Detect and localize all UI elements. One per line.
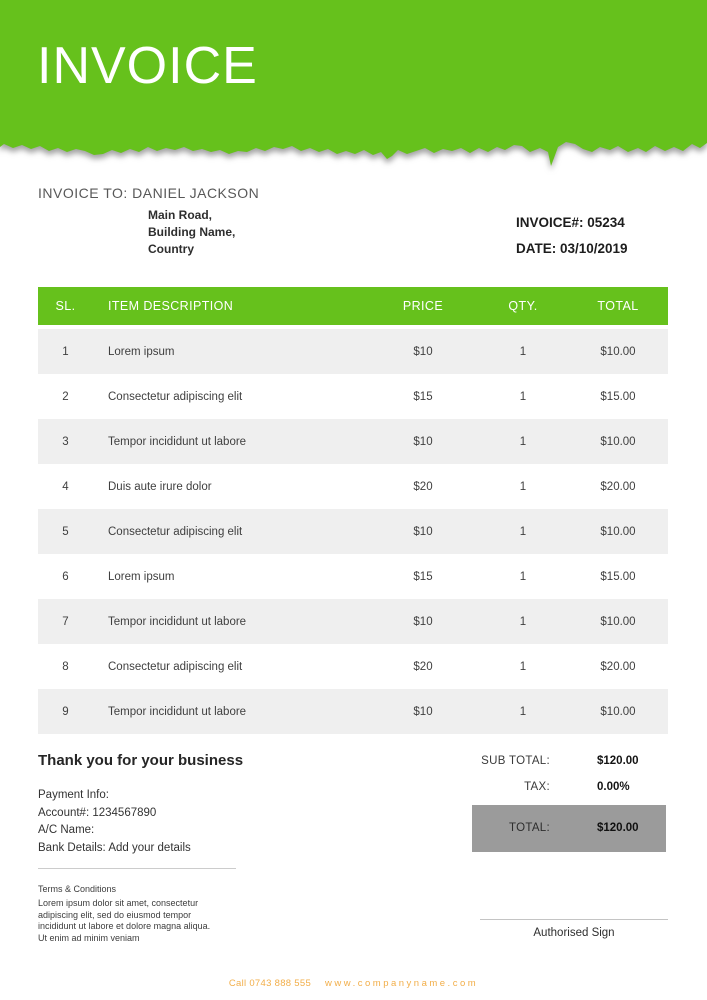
cell-price: $20: [413, 660, 433, 673]
table-row: [38, 599, 668, 644]
cell-desc: Lorem ipsum: [108, 570, 175, 583]
cell-desc: Tempor incididunt ut labore: [108, 435, 247, 448]
cell-total: $15.00: [600, 570, 636, 583]
cell-qty: 1: [519, 615, 527, 628]
col-header-price: PRICE: [402, 299, 444, 313]
cell-sl: 3: [62, 435, 69, 448]
cell-total: $10.00: [600, 705, 636, 718]
invoice-date: DATE: 03/10/2019: [516, 241, 628, 256]
table-row: [38, 689, 668, 734]
thank-you-text: Thank you for your business: [38, 752, 244, 769]
cell-sl: 6: [62, 570, 69, 583]
cell-sl: 7: [62, 615, 69, 628]
cell-price: $15: [413, 570, 433, 583]
col-header-total: TOTAL: [597, 299, 639, 313]
cell-qty: 1: [519, 390, 527, 403]
cell-price: $10: [413, 705, 433, 718]
cell-price: $10: [413, 435, 433, 448]
payment-ac-name: A/C Name:: [38, 824, 95, 836]
col-header-desc: ITEM DESCRIPTION: [108, 299, 234, 313]
signature-line: [480, 919, 668, 920]
cell-total: $20.00: [600, 660, 636, 673]
cell-total: $10.00: [600, 345, 636, 358]
address-line-1: Main Road,: [148, 208, 213, 222]
cell-qty: 1: [519, 660, 527, 673]
cell-total: $10.00: [600, 615, 636, 628]
invoice-to-line: INVOICE TO: DANIEL JACKSON: [38, 185, 260, 201]
cell-qty: 1: [519, 525, 527, 538]
terms-title: Terms & Conditions: [38, 884, 117, 894]
col-header-sl: SL.: [55, 299, 76, 313]
subtotal-value: $120.00: [597, 755, 639, 767]
table-row: [38, 644, 668, 689]
terms-divider: [38, 868, 236, 869]
cell-total: $20.00: [600, 480, 636, 493]
table-row: [38, 329, 668, 374]
billing-address: [148, 207, 235, 258]
footer: [0, 978, 707, 989]
tax-label: TAX:: [524, 781, 550, 793]
cell-desc: Consectetur adipiscing elit: [108, 390, 243, 403]
cell-desc: Lorem ipsum: [108, 345, 175, 358]
items-table: [38, 287, 668, 734]
table-row: [38, 554, 668, 599]
cell-price: $15: [413, 390, 433, 403]
cell-sl: 2: [62, 390, 69, 403]
cell-sl: 9: [62, 705, 69, 718]
terms-and-conditions: [38, 884, 268, 944]
authorised-sign-label: Authorised Sign: [533, 927, 615, 939]
cell-desc: Tempor incididunt ut labore: [108, 705, 247, 718]
cell-sl: 8: [62, 660, 69, 673]
terms-line: Ut enim ad minim veniam: [38, 932, 140, 943]
cell-qty: 1: [519, 570, 527, 583]
cell-qty: 1: [519, 435, 527, 448]
page-title: INVOICE: [37, 37, 258, 95]
table-row: [38, 509, 668, 554]
cell-total: $15.00: [600, 390, 636, 403]
col-header-qty: QTY.: [508, 299, 538, 313]
cell-qty: 1: [519, 345, 527, 358]
payment-info-title: Payment Info:: [38, 789, 109, 801]
total-value: $120.00: [597, 822, 639, 834]
terms-line: Lorem ipsum dolor sit amet, consectetur: [38, 898, 199, 908]
cell-sl: 4: [62, 480, 69, 493]
cell-total: $10.00: [600, 435, 636, 448]
cell-desc: Consectetur adipiscing elit: [108, 660, 243, 673]
cell-price: $10: [413, 525, 433, 538]
cell-price: $10: [413, 615, 433, 628]
terms-line: incididunt ut labore et dolore magna aliqua.: [38, 921, 211, 931]
footer-website: www.companyname.com: [325, 978, 479, 989]
cell-sl: 1: [62, 345, 69, 358]
grand-total-box: [472, 805, 666, 852]
cell-total: $10.00: [600, 525, 636, 538]
cell-desc: Consectetur adipiscing elit: [108, 525, 243, 538]
table-header-row: [38, 287, 668, 325]
terms-line: adipiscing elit, sed do eiusmod tempor: [38, 909, 192, 920]
cell-desc: Duis aute irure dolor: [108, 480, 212, 493]
total-label: TOTAL:: [509, 822, 550, 834]
table-row: [38, 419, 668, 464]
payment-info: [38, 787, 191, 857]
tax-value: 0.00%: [597, 781, 630, 793]
subtotal-label: SUB TOTAL:: [481, 755, 550, 767]
footer-phone: Call 0743 888 555: [228, 978, 312, 989]
table-row: [38, 374, 668, 419]
cell-price: $20: [413, 480, 433, 493]
cell-price: $10: [413, 345, 433, 358]
cell-qty: 1: [519, 705, 527, 718]
cell-qty: 1: [519, 480, 527, 493]
cell-sl: 5: [62, 525, 69, 538]
address-line-2: Building Name,: [148, 225, 236, 239]
invoice-number: INVOICE#: 05234: [516, 215, 625, 230]
payment-bank-details: Bank Details: Add your details: [38, 841, 191, 854]
address-line-3: Country: [148, 242, 194, 256]
invoice-meta: [516, 210, 628, 262]
header-banner: [0, 0, 707, 175]
payment-account: Account#: 1234567890: [38, 806, 157, 819]
table-row: [38, 464, 668, 509]
cell-desc: Tempor incididunt ut labore: [108, 615, 247, 628]
